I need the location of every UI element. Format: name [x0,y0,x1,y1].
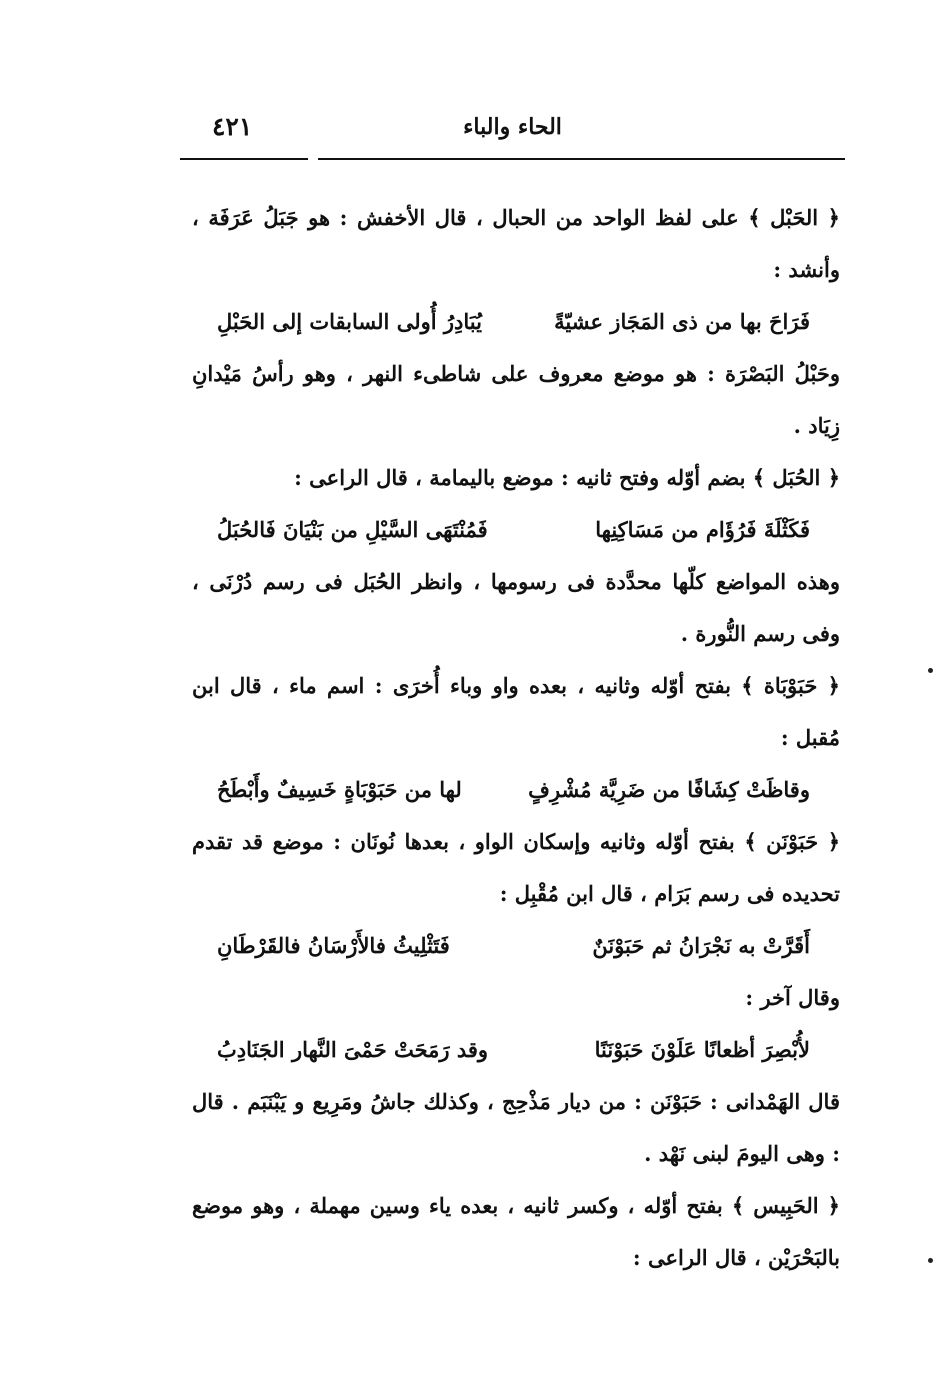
entry-headword: ﴿ الحَبْل ﴾ [738,205,840,230]
text-paragraph [192,972,840,1024]
verse-hemistich-first: لأُبْصِرَ أظعانًا عَلَوْنَ حَبَوْنَنًا [594,1037,810,1062]
entry-text: وقال آخر : [745,985,840,1010]
entry-paragraph [192,452,840,504]
entry-text: على لفظ الواحد من الحبال ، قال الأخفش : هو جَبَلُ عَرَفَة ، وأنشد : [192,205,840,282]
verse-hemistich-second: وقد رَمَحَتْ حَمْىَ النَّهار الجَنَادِبُ [217,1037,489,1062]
verse-hemistich-first: فَكَثْلَةَ فَرُؤَام من مَسَاكِنِها [595,517,810,542]
text-paragraph [192,1076,840,1180]
entry-headword: ﴿ الحَبِيس ﴾ [722,1193,840,1218]
entry-paragraph [192,660,840,764]
entry-text: وحَبْلُ البَصْرَة : هو موضع معروف على شاطىء النهر ، وهو رأسُ مَيْدانِ زِيَاد . [192,361,840,438]
entry-paragraph [192,1180,840,1284]
verse-line [192,504,840,556]
header-rule-short [180,158,308,160]
page-number: ٤٢١ [212,112,253,141]
entry-text: بضم أوّله وفتح ثانيه : موضع باليمامة ، قال الراعى : [294,465,746,490]
verse-hemistich-first: وقاظَتْ كِشَافًا من ضَرِيَّة مُشْرِفٍ [528,777,810,802]
verse-line [192,1024,840,1076]
entry-text: بفتح أوّله وثانيه وإسكان الواو ، بعدها نُونَان : موضع قد تقدم تحديده فى رسم بَرَام ، قال ابن مُقْبِل : [192,829,840,906]
page-header [180,112,845,152]
entry-text: قال الهَمْدانى : حَبَوْنَن : من ديار مَذْحِج ، وكذلك جاشُ ومَرِيع و يَبْنَبَم . قال : وهى اليومَ لبنى نَهْد . [192,1089,840,1166]
text-paragraph [192,348,840,452]
verse-hemistich-first: أَقَرَّتْ به نَجْرَانُ ثم حَبَوْنَنٌ [592,933,810,958]
entry-headword: ﴿ حَبَوْنَن ﴾ [734,829,840,854]
verse-hemistich-second: لها من حَبَوْبَاةٍ خَسِيفٌ وأَبْطَحُ [217,777,462,802]
header-rule-long [318,158,845,160]
verse-line [192,296,840,348]
verse-hemistich-second: فَتَثْلِيثُ فالأَرْسَانُ فالقَرْطَانِ [217,933,450,958]
margin-speck [928,668,933,673]
verse-hemistich-first: فَرَاحَ بها من ذى المَجَاز عشيّةً [554,309,810,334]
entry-text: بفتح أوّله ، وكسر ثانيه ، بعده ياء وسين مهملة ، وهو موضع بالبَحْرَيْن ، قال الراعى : [192,1193,840,1270]
running-title: الحاء والباء [463,114,562,140]
entry-paragraph [192,192,840,296]
entry-headword: ﴿ حَبَوْبَاة ﴾ [730,673,840,698]
verse-hemistich-second: يُبَادِرُ أُولى السابقات إلى الحَبْلِ [217,309,482,334]
text-paragraph [192,556,840,660]
verse-hemistich-second: فَمُنْتَهَى السَّيْلِ من بَنْيَانَ فَالحُبَلُ [217,517,488,542]
verse-line [192,920,840,972]
verse-line [192,764,840,816]
margin-speck [928,1258,933,1263]
entry-text: بفتح أوّله وثانيه ، بعده واو وباء أُخرَى : اسم ماء ، قال ابن مُقبل : [192,673,840,750]
entry-headword: ﴿ الحُبَل ﴾ [745,465,840,490]
entry-paragraph [192,816,840,920]
entry-text: وهذه المواضع كلّها محدَّدة فى رسومها ، وانظر الحُبَل فى رسم دُرْنَى ، وفى رسم النُّورة . [192,569,840,646]
dictionary-text [192,192,840,1284]
